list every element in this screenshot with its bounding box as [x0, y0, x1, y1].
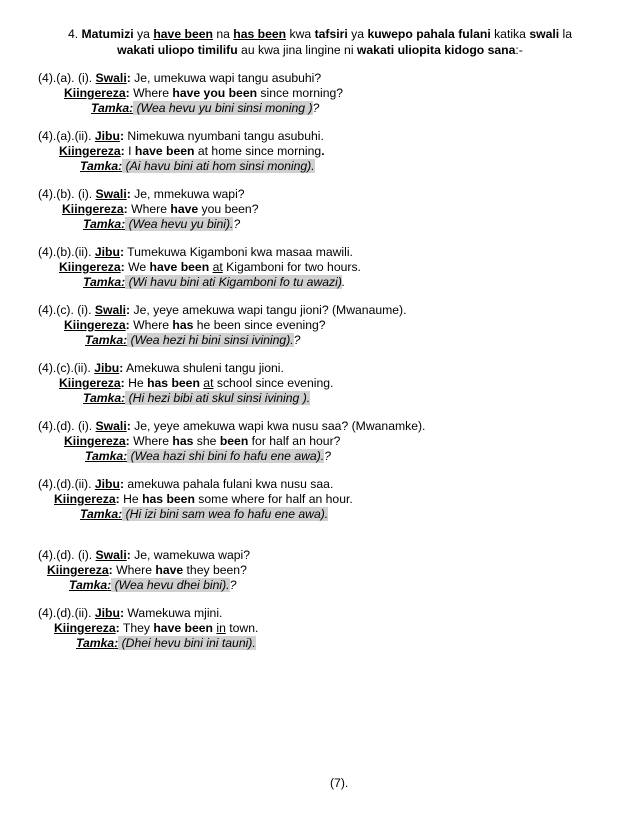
tamka-line: Tamka: (Wea hevu yu bini sinsi moning )? — [91, 101, 320, 115]
jibu-line: (4).(c).(ii). Jibu: Amekuwa shuleni tangu jioni. — [38, 361, 284, 375]
jibu-line: (4).(d).(ii). Jibu: amekuwa pahala fulani kwa nusu saa. — [38, 477, 334, 491]
tamka-line: Tamka: (Wi havu bini ati Kigamboni fo tu awazi). — [83, 275, 346, 289]
kiingereza-line: Kiingereza: Where has he been since evening? — [64, 318, 326, 332]
jibu-line: (4).(b).(ii). Jibu: Tumekuwa Kigamboni kwa masaa mawili. — [38, 245, 353, 259]
tamka-line: Tamka: (Dhei hevu bini ini tauni). — [76, 636, 256, 650]
tamka-line: Tamka: (Wea hezi hi bini sinsi ivining).? — [85, 333, 301, 347]
tamka-line: Tamka: (Ai havu bini ati hom sinsi moning). — [80, 159, 315, 173]
swali-line: (4).(a). (i). Swali: Je, umekuwa wapi tangu asubuhi? — [38, 71, 322, 85]
kiingereza-line: Kiingereza: Where has she been for half an hour? — [64, 434, 341, 448]
kiingereza-line: Kiingereza: Where have they been? — [47, 563, 247, 577]
tamka-line: Tamka: (Wea hazi shi bini fo hafu ene awa).? — [85, 449, 331, 463]
swali-line: (4).(d). (i). Swali: Je, wamekuwa wapi? — [38, 548, 251, 562]
intro-heading: 4. Matumizi ya have been na has been kwa tafsiri ya kuwepo pahala fulani katika swali la wakati uliopo timilifu au kwa jina lingine ni wakati uliopita kidogo sana:- — [67, 27, 573, 57]
kiingereza-line: Kiingereza: I have been at home since morning. — [59, 144, 325, 158]
page-number: (7). — [330, 776, 349, 790]
swali-line: (4).(b). (i). Swali: Je, mmekuwa wapi? — [38, 187, 245, 201]
swali-line: (4).(d). (i). Swali: Je, yeye amekuwa wapi kwa nusu saa? (Mwanamke). — [38, 419, 426, 433]
tamka-line: Tamka: (Hi izi bini sam wea fo hafu ene awa). — [80, 507, 329, 521]
kiingereza-line: Kiingereza: He has been at school since evening. — [59, 376, 334, 390]
kiingereza-line: Kiingereza: He has been some where for half an hour. — [54, 492, 353, 506]
kiingereza-line: Kiingereza: We have been at Kigamboni for two hours. — [59, 260, 361, 274]
jibu-line: (4).(d).(ii). Jibu: Wamekuwa mjini. — [38, 606, 223, 620]
jibu-line: (4).(a).(ii). Jibu: Nimekuwa nyumbani tangu asubuhi. — [38, 129, 324, 143]
tamka-line: Tamka: (Wea hevu yu bini).? — [83, 217, 241, 231]
kiingereza-line: Kiingereza: Where have you been since morning? — [64, 86, 344, 100]
tamka-line: Tamka: (Hi hezi bibi ati skul sinsi ivining ). — [83, 391, 311, 405]
swali-line: (4).(c). (i). Swali: Je, yeye amekuwa wapi tangu jioni? (Mwanaume). — [38, 303, 407, 317]
kiingereza-line: Kiingereza: They have been in town. — [54, 621, 259, 635]
tamka-line: Tamka: (Wea hevu dhei bini).? — [69, 578, 237, 592]
kiingereza-line: Kiingereza: Where have you been? — [62, 202, 259, 216]
